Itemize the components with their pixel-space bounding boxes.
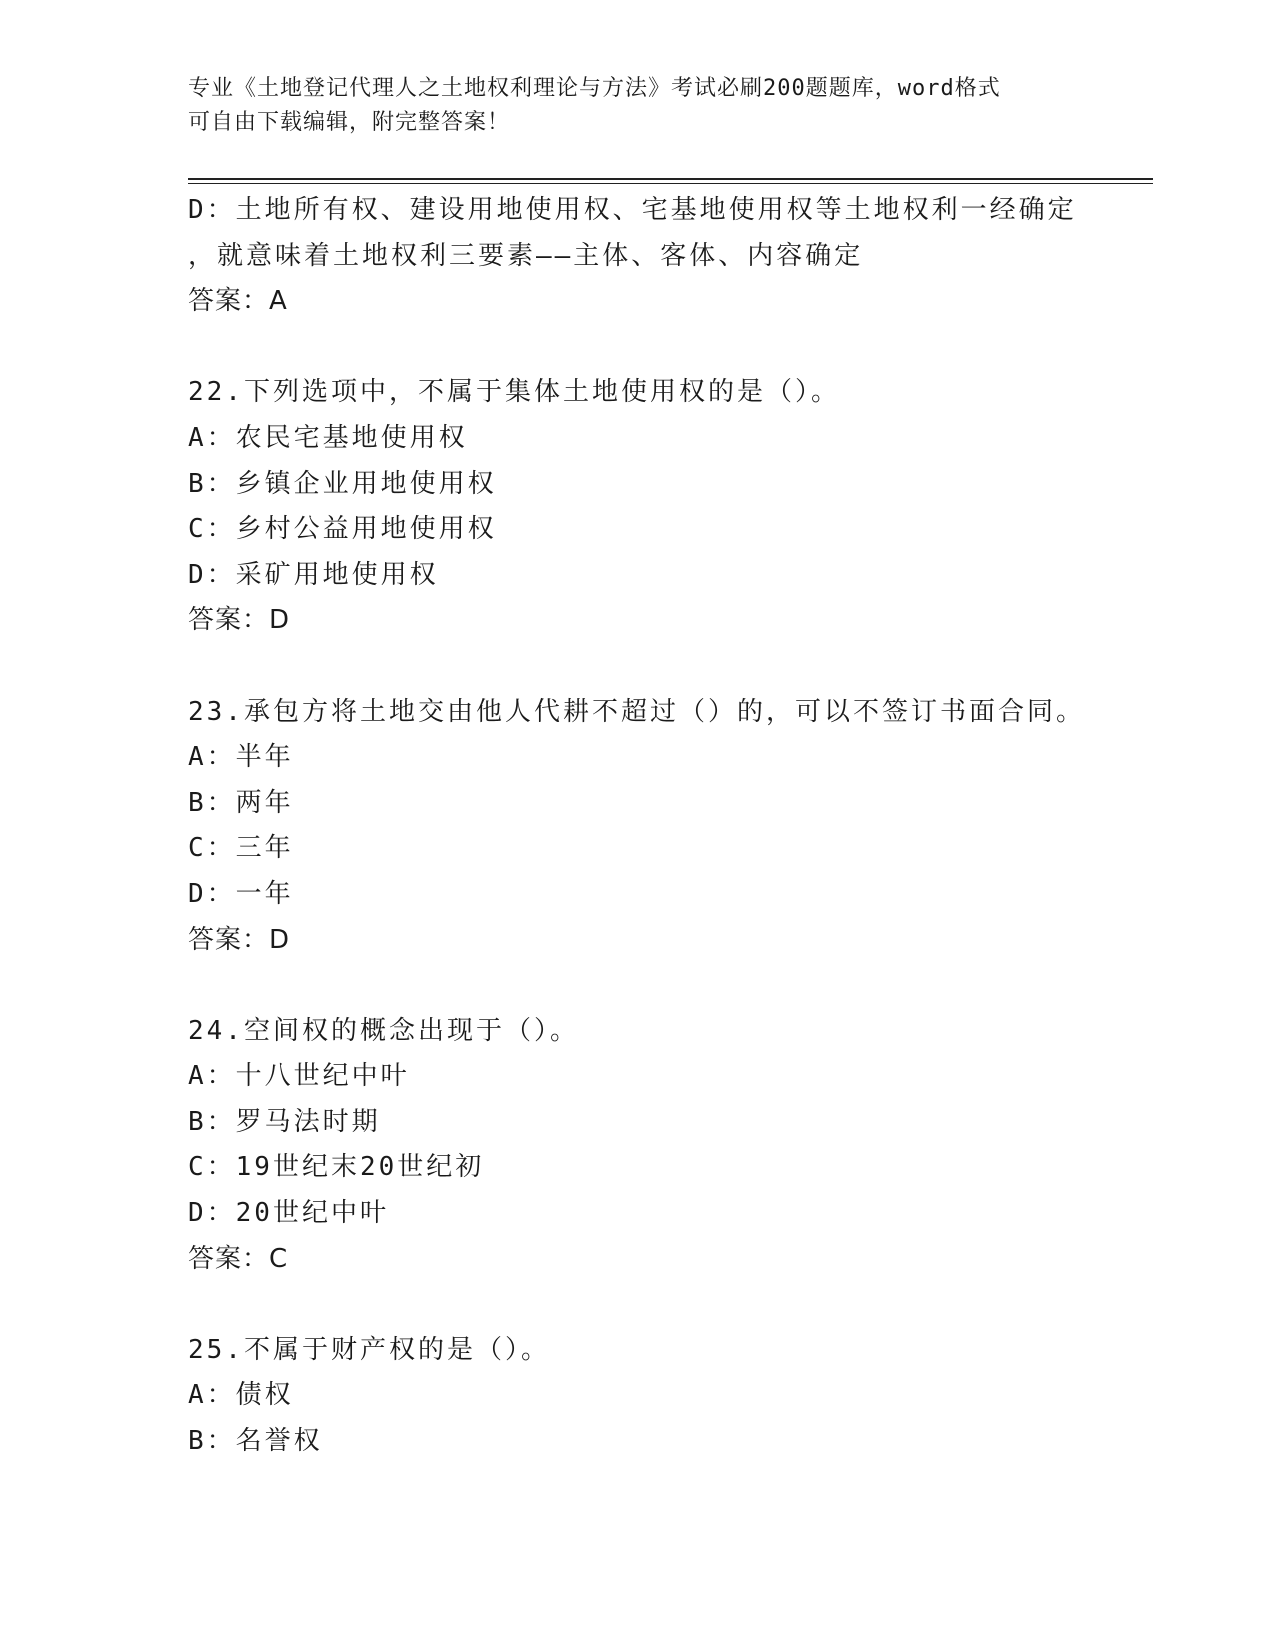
spacer [188, 1282, 1153, 1328]
option-d-line-1: D：土地所有权、建设用地使用权、宅基地使用权等土地权利一经确定 [188, 195, 1077, 225]
question-stem: 24.空间权的概念出现于（）。 [188, 1015, 579, 1046]
question-stem: 25.不属于财产权的是（）。 [188, 1334, 550, 1365]
header-divider-thin [188, 183, 1153, 184]
option-b: B：两年 [188, 787, 294, 818]
spacer [188, 644, 1153, 690]
answer-line: 答案：C [188, 1243, 289, 1274]
option-c: C：19世纪末20世纪初 [188, 1152, 485, 1183]
question-stem: 22.下列选项中，不属于集体土地使用权的是（）。 [188, 377, 840, 408]
header-divider-thick [188, 178, 1153, 180]
answer-line: 答案：D [188, 924, 291, 955]
option-d: D：20世纪中叶 [188, 1198, 389, 1229]
option-a: A：农民宅基地使用权 [188, 422, 468, 453]
option-c: C：三年 [188, 833, 294, 864]
option-a: A：债权 [188, 1380, 294, 1411]
spacer [188, 963, 1153, 1009]
option-a: A：半年 [188, 742, 294, 773]
option-b: B：罗马法时期 [188, 1106, 381, 1137]
option-b: B：乡镇企业用地使用权 [188, 468, 497, 499]
spacer [188, 325, 1153, 371]
answer-line: 答案：A [188, 286, 288, 317]
option-d-line-2: ，就意味着土地权利三要素——主体、客体、内容确定 [188, 240, 864, 271]
option-a: A：十八世纪中叶 [188, 1061, 410, 1092]
header-line-2: 可自由下载编辑，附完整答案！ [188, 110, 511, 135]
option-d: D：一年 [188, 878, 294, 909]
option-b: B：名誉权 [188, 1426, 323, 1457]
question-list [188, 188, 1153, 1465]
answer-line: 答案：D [188, 605, 291, 636]
option-c: C：乡村公益用地使用权 [188, 514, 497, 545]
header-line-1: 专业《土地登记代理人之土地权利理论与方法》考试必刷200题题库，word格式 [188, 76, 1001, 101]
question-stem: 23.承包方将土地交由他人代耕不超过（）的，可以不签订书面合同。 [188, 696, 1085, 727]
option-d: D：采矿用地使用权 [188, 559, 439, 590]
document-header [188, 72, 1088, 140]
